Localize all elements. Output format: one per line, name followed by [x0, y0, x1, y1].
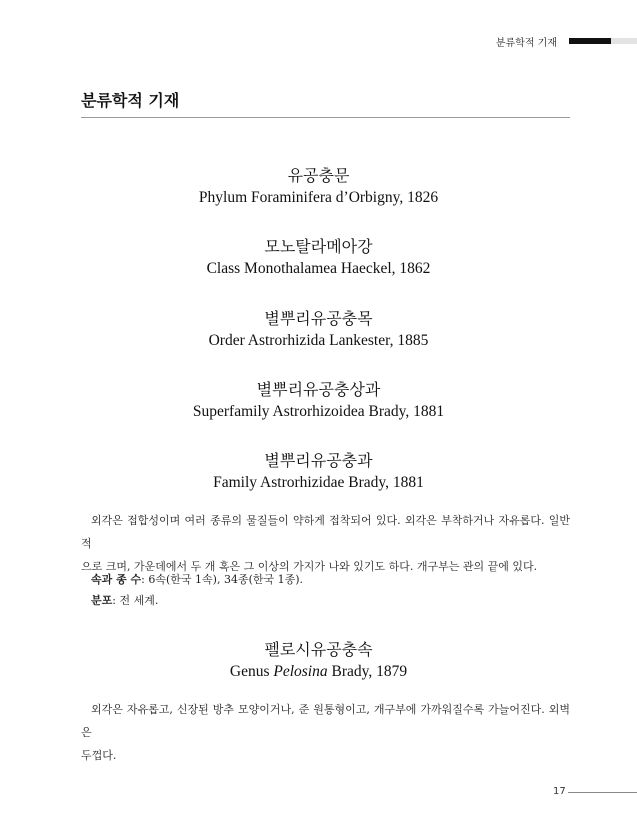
- fact-label: 속과 종 수: [91, 573, 142, 586]
- description-text: 외각은 자유롭고, 신장된 방추 모양이거나, 준 원통형이고, 개구부에 가까워질수록 가늘어진다. 외벽은: [81, 703, 570, 739]
- taxon-scientific-name: Family Astrorhizidae Brady, 1881: [213, 474, 424, 491]
- taxon-korean-name: 별뿌리유공충목: [264, 309, 373, 328]
- description-text: 두껍다.: [81, 749, 117, 762]
- genus-name: Pelosina: [273, 663, 328, 680]
- taxon-scientific-name: Order Astrorhizida Lankester, 1885: [208, 332, 429, 349]
- taxon-korean-name: 별뿌리유공충상과: [256, 380, 381, 399]
- section-divider: [81, 117, 570, 118]
- taxon-class: [0, 236, 637, 280]
- distribution: [91, 591, 158, 611]
- taxon-scientific-name: Phylum Foraminifera d’Orbigny, 1826: [198, 189, 439, 206]
- taxon-korean-name: 유공충문: [287, 166, 350, 185]
- taxon-order: [0, 308, 637, 352]
- fact-value: : 6속(한국 1속), 34종(한국 1종).: [141, 573, 304, 586]
- description-text: 으로 크며, 가운데에서 두 개 혹은 그 이상의 가지가 나와 있기도 하다. 개구부는 관의 끝에 있다.: [81, 560, 538, 573]
- description-line: [81, 509, 570, 555]
- footer-rule: [568, 792, 637, 793]
- taxon-korean-name: 모노탈라메아강: [264, 237, 373, 256]
- running-header: 분류학적 기재: [495, 38, 557, 49]
- taxon-scientific-name: Class Monothalamea Haeckel, 1862: [206, 260, 431, 277]
- page-number: 17: [553, 786, 566, 797]
- description-line: [81, 744, 570, 767]
- taxon-family: [0, 450, 637, 494]
- section-title: 분류학적 기재: [81, 91, 180, 110]
- header-bar: [569, 38, 637, 44]
- fact-label: 분포: [91, 594, 113, 607]
- description-text: 외각은 접합성이며 여러 종류의 물질들이 약하게 접착되어 있다. 외각은 부착하거나 자유롭다. 일반적: [81, 514, 570, 550]
- taxon-superfamily: [0, 379, 637, 423]
- taxon-korean-name: 펠로시유공충속: [264, 640, 373, 659]
- genera-species-count: [91, 570, 303, 590]
- header-bar-fill: [569, 38, 611, 44]
- taxon-phylum: [0, 165, 637, 209]
- taxon-scientific-name: Superfamily Astrorhizoidea Brady, 1881: [192, 403, 445, 420]
- fact-value: : 전 세계.: [112, 594, 159, 607]
- description-line: [81, 698, 570, 744]
- genus-description: [81, 698, 570, 767]
- taxon-korean-name: 별뿌리유공충과: [264, 451, 373, 470]
- family-description: [81, 509, 570, 578]
- taxon-genus: [0, 639, 637, 683]
- taxon-scientific-name: Genus Pelosina Brady, 1879: [229, 663, 408, 680]
